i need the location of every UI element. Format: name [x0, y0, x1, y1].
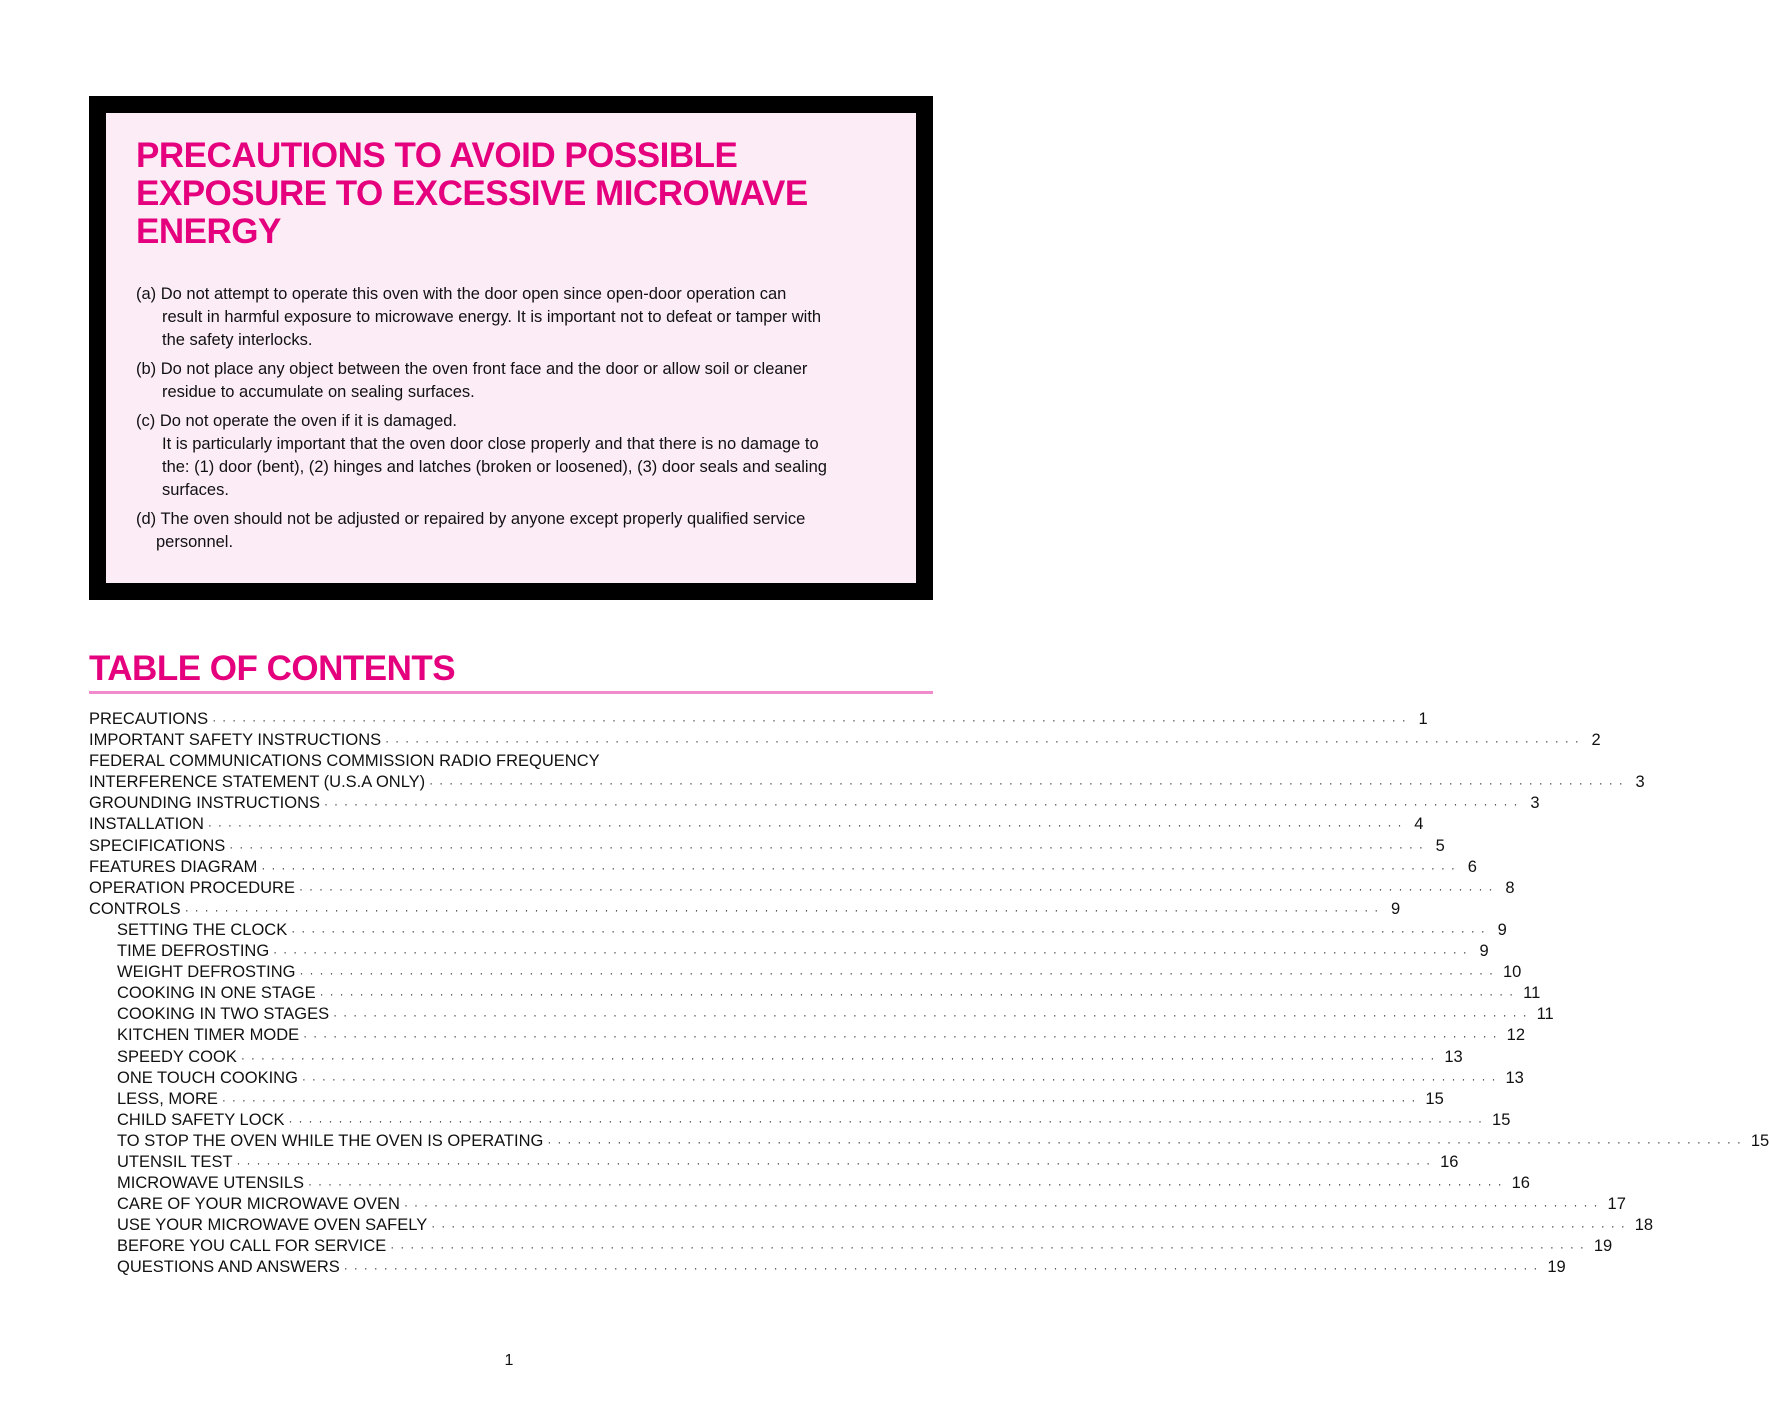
precautions-box — [89, 96, 933, 600]
toc-entry-label: COOKING IN TWO STAGES — [117, 1005, 330, 1024]
toc-dot-leader: ························································································································ — [221, 1092, 1422, 1107]
toc-entry-label: KITCHEN TIMER MODE — [117, 1026, 300, 1045]
toc-entry[interactable] — [89, 1047, 1463, 1068]
precaution-item-b — [136, 358, 886, 404]
toc-entry[interactable] — [89, 772, 1645, 793]
toc-dot-leader: ························································································································ — [324, 797, 1524, 812]
precaution-item-c — [136, 410, 886, 502]
toc-entry-label: GROUNDING INSTRUCTIONS — [89, 794, 320, 813]
toc-entry-page: 15 — [1750, 1131, 1769, 1150]
toc-entry-page: 12 — [1506, 1026, 1526, 1045]
toc-entry-label: OPERATION PROCEDURE — [89, 878, 295, 897]
toc-entry-label: WEIGHT DEFROSTING — [117, 963, 296, 982]
toc-entry[interactable] — [89, 920, 1507, 941]
toc-dot-leader: ························································································································ — [431, 1219, 1631, 1234]
toc-entry[interactable] — [89, 1025, 1526, 1046]
toc-dot-leader: ························································································································ — [299, 966, 1499, 981]
toc-entry-page: 9 — [1497, 920, 1507, 939]
toc-entry[interactable] — [89, 1110, 1511, 1131]
toc-entry-label: IMPORTANT SAFETY INSTRUCTIONS — [89, 731, 382, 750]
toc-dot-leader: ························································································································ — [308, 1177, 1508, 1192]
toc-entry-page: 3 — [1635, 773, 1645, 792]
toc-entry-page: 11 — [1536, 1005, 1554, 1024]
toc-entry-page: 10 — [1502, 963, 1522, 982]
toc-entry[interactable] — [89, 836, 1445, 857]
toc-dot-leader: ························································································································ — [547, 1134, 1747, 1149]
precaution-item-c-line: surfaces. — [162, 481, 229, 499]
toc-entry-page: 9 — [1479, 942, 1489, 961]
toc-entry[interactable] — [89, 709, 1428, 730]
toc-entry-label: FEDERAL COMMUNICATIONS COMMISSION RADIO FREQUENCY — [89, 752, 600, 771]
page-number: 1 — [504, 1352, 514, 1369]
toc-dot-leader: ························································································································ — [333, 1008, 1533, 1023]
toc-entry-label: CONTROLS — [89, 899, 181, 918]
precaution-item-d-line: (d) The oven should not be adjusted or repaired by anyone except properly qualified service — [136, 510, 806, 528]
toc-entry-page: 19 — [1593, 1237, 1613, 1256]
precautions-panel — [106, 113, 916, 583]
toc-dot-leader: ························································································································ — [291, 923, 1491, 938]
toc-dot-leader: ························································································································ — [207, 818, 1408, 833]
toc-entry[interactable] — [89, 814, 1424, 835]
toc-entry-page: 6 — [1467, 857, 1477, 876]
toc-dot-leader: ························································································································ — [385, 734, 1585, 749]
toc-dot-leader: ························································································································ — [390, 1240, 1590, 1255]
precautions-list — [136, 283, 886, 554]
toc-entry[interactable] — [89, 751, 929, 772]
toc-list — [89, 709, 1769, 1279]
precaution-item-c-line: (c) Do not operate the oven if it is damaged. — [136, 412, 458, 430]
toc-dot-leader: ························································································································ — [236, 1155, 1437, 1170]
toc-entry-label: TO STOP THE OVEN WHILE THE OVEN IS OPERATING — [117, 1131, 544, 1150]
toc-entry-label: QUESTIONS AND ANSWERS — [117, 1258, 340, 1277]
toc-entry-label: CHILD SAFETY LOCK — [117, 1110, 285, 1129]
toc-entry-page: 11 — [1523, 984, 1541, 1003]
toc-entry[interactable] — [89, 983, 1541, 1004]
toc-entry-page: 3 — [1530, 794, 1540, 813]
toc-entry[interactable] — [89, 962, 1522, 983]
toc-entry[interactable] — [89, 1173, 1530, 1194]
precaution-item-a-line: the safety interlocks. — [162, 331, 313, 349]
toc-entry-label: INTERFERENCE STATEMENT (U.S.A ONLY) — [89, 773, 426, 792]
toc-dot-leader: ························································································································ — [288, 1113, 1489, 1128]
toc-dot-leader: ························································································································ — [429, 776, 1629, 791]
toc-entry[interactable] — [89, 857, 1477, 878]
toc-entry-page: 4 — [1414, 815, 1424, 834]
toc-entry-page: 9 — [1391, 899, 1401, 918]
toc-entry-page: 16 — [1440, 1152, 1459, 1171]
precaution-item-b-line: residue to accumulate on sealing surfaces. — [162, 383, 475, 401]
toc-dot-leader: ························································································································ — [343, 1261, 1544, 1276]
toc-entry-label: MICROWAVE UTENSILS — [117, 1174, 305, 1193]
toc-entry[interactable] — [89, 793, 1540, 814]
toc-entry-label: COOKING IN ONE STAGE — [117, 984, 316, 1003]
toc-entry-label: LESS, MORE — [117, 1089, 218, 1108]
precautions-title — [136, 137, 886, 251]
toc-title: TABLE OF CONTENTS — [89, 649, 456, 688]
toc-entry-page: 2 — [1591, 731, 1601, 750]
precautions-title-line-3: ENERGY — [136, 212, 281, 251]
toc-entry-label: UTENSIL TEST — [117, 1152, 233, 1171]
toc-entry-label: TIME DEFROSTING — [117, 942, 270, 961]
toc-entry-label: FEATURES DIAGRAM — [89, 857, 258, 876]
precaution-item-d — [136, 508, 886, 554]
toc-entry[interactable] — [89, 1152, 1459, 1173]
toc-dot-leader: ························································································································ — [403, 1198, 1604, 1213]
toc-dot-leader: ························································································································ — [212, 713, 1412, 727]
toc-entry-page: 16 — [1511, 1174, 1530, 1193]
toc-entry-label: SETTING THE CLOCK — [117, 920, 288, 939]
toc-entry[interactable] — [89, 899, 1401, 920]
toc-entry-label: SPECIFICATIONS — [89, 836, 226, 855]
toc-entry[interactable] — [89, 1257, 1566, 1278]
toc-entry[interactable] — [89, 730, 1601, 751]
precaution-item-c-line: the: (1) door (bent), (2) hinges and latches (broken or loosened), (3) door seals and sealing — [162, 458, 827, 476]
toc-entry-page: 17 — [1607, 1195, 1626, 1214]
toc-entry-page: 13 — [1444, 1047, 1463, 1066]
toc-dot-leader: ························································································································ — [229, 839, 1429, 854]
toc-entry-label: BEFORE YOU CALL FOR SERVICE — [117, 1237, 387, 1256]
toc-entry[interactable] — [89, 1131, 1769, 1152]
toc-entry-label: SPEEDY COOK — [117, 1047, 237, 1066]
toc-entry-page: 13 — [1505, 1068, 1524, 1087]
toc-entry-label: INSTALLATION — [89, 815, 204, 834]
toc-entry[interactable] — [89, 878, 1515, 899]
precaution-item-c-line: It is particularly important that the oven door close properly and that there is no damage to — [162, 435, 819, 453]
precaution-item-d-line: personnel. — [156, 533, 234, 551]
toc-dot-leader: ························································································································ — [303, 1029, 1503, 1044]
toc-divider — [89, 691, 933, 694]
toc-entry-page: 5 — [1435, 836, 1445, 855]
toc-dot-leader: ························································································································ — [298, 881, 1499, 896]
precaution-item-a-line: (a) Do not attempt to operate this oven with the door open since open-door operation can — [136, 285, 787, 303]
toc-entry[interactable] — [89, 1004, 1554, 1025]
toc-entry-label: PRECAUTIONS — [89, 710, 209, 728]
toc-entry-page: 8 — [1505, 878, 1515, 897]
toc-dot-leader: ························································································································ — [319, 987, 1520, 1002]
toc-entry[interactable] — [89, 1236, 1613, 1257]
toc-entry-page: 15 — [1425, 1089, 1444, 1108]
precautions-title-line-2: EXPOSURE TO EXCESSIVE MICROWAVE — [136, 174, 808, 213]
toc-dot-leader: ························································································································ — [261, 860, 1461, 875]
toc-dot-leader: ························································································································ — [273, 945, 1473, 960]
toc-entry-page: 18 — [1634, 1216, 1654, 1235]
toc-dot-leader: ························································································································ — [301, 1071, 1502, 1086]
toc-entry[interactable] — [89, 1089, 1444, 1110]
toc-dot-leader: ························································································································ — [184, 902, 1385, 917]
toc-entry-page: 15 — [1492, 1110, 1511, 1129]
toc-entry[interactable] — [89, 1215, 1654, 1236]
precaution-item-a — [136, 283, 886, 352]
toc-entry[interactable] — [89, 1194, 1626, 1215]
toc-dot-leader: ························································································································ — [240, 1050, 1441, 1065]
precaution-item-b-line: (b) Do not place any object between the oven front face and the door or allow soil or cleaner — [136, 360, 808, 378]
toc-entry-label: ONE TOUCH COOKING — [117, 1068, 298, 1087]
precautions-title-line-1: PRECAUTIONS TO AVOID POSSIBLE — [136, 136, 738, 175]
toc-entry-label: USE YOUR MICROWAVE OVEN SAFELY — [117, 1216, 428, 1235]
toc-entry-page: 19 — [1547, 1258, 1566, 1277]
toc-entry[interactable] — [89, 1068, 1524, 1089]
toc-entry-page: 1 — [1418, 710, 1428, 728]
precaution-item-a-line: result in harmful exposure to microwave energy. It is important not to defeat or tamper with — [162, 308, 822, 326]
toc-entry[interactable] — [89, 941, 1489, 962]
toc-entry-label: CARE OF YOUR MICROWAVE OVEN — [117, 1195, 400, 1214]
